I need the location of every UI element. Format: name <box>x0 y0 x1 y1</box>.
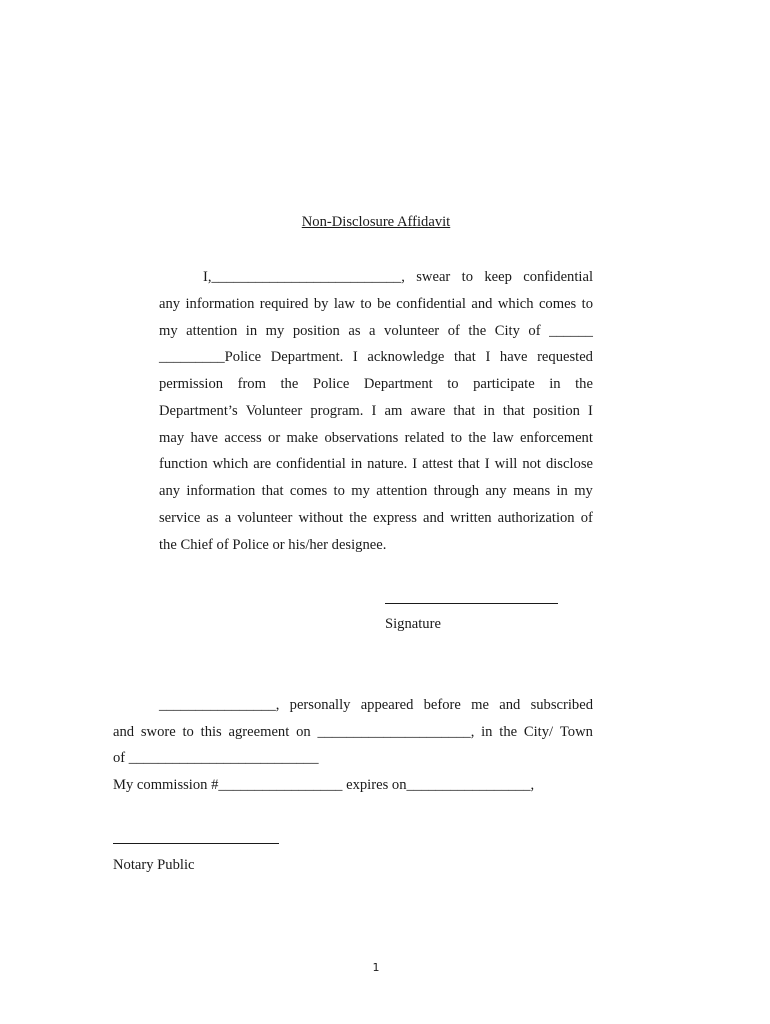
word: are <box>253 456 272 472</box>
word: in <box>549 376 561 392</box>
signature-label: Signature <box>385 616 441 632</box>
body-line-5 <box>159 375 593 393</box>
word: comes <box>538 296 577 312</box>
word: Police <box>312 376 350 392</box>
word: the <box>499 724 518 740</box>
word: express <box>373 510 417 526</box>
word: requested <box>537 349 593 365</box>
word: related <box>404 430 445 446</box>
word: attention <box>376 483 428 499</box>
word: volunteer <box>384 323 440 339</box>
word: confidential <box>523 269 593 285</box>
word: ________________, <box>159 697 280 713</box>
notary-signature-line <box>113 843 279 844</box>
word: I <box>484 456 490 472</box>
word: City/ <box>523 724 554 740</box>
word: personally <box>289 697 351 713</box>
word: Department’s <box>159 403 238 419</box>
word: and <box>422 510 445 526</box>
word: through <box>433 483 480 499</box>
notary-of-line: of __________________________ <box>113 750 319 766</box>
word: to <box>360 296 372 312</box>
word: permission <box>159 376 224 392</box>
word: access <box>224 430 262 446</box>
word: service <box>159 510 201 526</box>
word: as <box>206 510 219 526</box>
word: am <box>384 403 403 419</box>
word: _____________________, <box>317 724 475 740</box>
word: to <box>182 724 194 740</box>
word: the <box>575 376 593 392</box>
word: in <box>556 483 568 499</box>
word: confidential <box>276 456 346 472</box>
word: my <box>265 323 285 339</box>
body-line-9 <box>159 482 593 500</box>
word: attention <box>186 323 238 339</box>
word: Department <box>363 376 433 392</box>
word: in <box>483 403 495 419</box>
word: Town <box>559 724 593 740</box>
word: of <box>447 323 460 339</box>
word: that <box>453 403 476 419</box>
word: that <box>261 483 284 499</box>
word: acknowledge <box>367 349 445 365</box>
word: observations <box>324 430 399 446</box>
word: to <box>450 430 463 446</box>
word: before <box>423 697 461 713</box>
body-line-1 <box>203 268 593 286</box>
word: Department. <box>270 349 344 365</box>
word: in <box>350 456 363 472</box>
word: law <box>333 296 355 312</box>
word: participate <box>473 376 535 392</box>
body-line-8 <box>159 455 593 473</box>
word: any <box>159 483 181 499</box>
word: position <box>532 403 580 419</box>
commission-line: My commission #_________________ expires on_________________, <box>113 777 535 793</box>
word: confidential <box>396 296 466 312</box>
page-number: 1 <box>372 961 380 974</box>
word: the <box>468 430 487 446</box>
document-title: Non-Disclosure Affidavit <box>301 214 451 230</box>
word: swore <box>140 724 176 740</box>
word: be <box>377 296 391 312</box>
body-line-7 <box>159 429 593 447</box>
word: that <box>453 349 476 365</box>
word: information <box>186 483 256 499</box>
word: volunteer <box>237 510 293 526</box>
word: the <box>280 376 299 392</box>
word: will <box>494 456 518 472</box>
word: a <box>224 510 232 526</box>
word: City <box>494 323 520 339</box>
word: my <box>159 323 178 339</box>
word: to <box>581 296 593 312</box>
word: to <box>333 483 345 499</box>
word: function <box>159 456 208 472</box>
word: Volunteer <box>245 403 303 419</box>
word: any <box>159 296 181 312</box>
word: aware <box>410 403 446 419</box>
word: I <box>412 456 418 472</box>
notary-line-2 <box>113 723 593 741</box>
word: or <box>268 430 281 446</box>
word: law <box>492 430 514 446</box>
word: of <box>528 323 541 339</box>
word: this <box>200 724 222 740</box>
word: have <box>190 430 219 446</box>
word: make <box>286 430 319 446</box>
body-line-4 <box>159 348 593 366</box>
word: in <box>245 323 258 339</box>
word: which <box>212 456 249 472</box>
word: I <box>371 403 377 419</box>
word: my <box>351 483 370 499</box>
word: to <box>447 376 459 392</box>
word: any <box>485 483 507 499</box>
word: that <box>502 403 525 419</box>
word: information <box>185 296 255 312</box>
word: and <box>471 296 493 312</box>
word: written <box>450 510 492 526</box>
word: my <box>574 483 593 499</box>
word: have <box>499 349 528 365</box>
word: I <box>485 349 491 365</box>
word: authorization <box>497 510 575 526</box>
word: ______ <box>549 323 593 339</box>
word: agreement <box>228 724 290 740</box>
word: me <box>471 697 489 713</box>
word: and <box>499 697 521 713</box>
word: appeared <box>360 697 414 713</box>
word: to <box>461 269 474 285</box>
word: I <box>352 349 358 365</box>
word: the <box>468 323 487 339</box>
body-line-3 <box>159 322 593 340</box>
notary-public-label: Notary Public <box>113 857 195 873</box>
word: in <box>481 724 493 740</box>
body-line-2 <box>159 295 593 313</box>
word: by <box>313 296 329 312</box>
body-last-line: the Chief of Police or his/her designee. <box>159 537 387 553</box>
word: that <box>457 456 480 472</box>
body-line-10 <box>159 509 593 527</box>
word: comes <box>289 483 328 499</box>
word: not <box>522 456 541 472</box>
word: required <box>259 296 309 312</box>
word: nature. <box>367 456 408 472</box>
word: disclose <box>545 456 593 472</box>
word: I,__________________________, <box>203 269 405 285</box>
word: which <box>497 296 534 312</box>
word: may <box>159 430 185 446</box>
signature-line <box>385 603 558 604</box>
body-line-6 <box>159 402 593 420</box>
word: attest <box>422 456 453 472</box>
word: swear <box>416 269 451 285</box>
word: the <box>349 510 368 526</box>
word: position <box>292 323 340 339</box>
word: and <box>113 724 135 740</box>
word: subscribed <box>530 697 593 713</box>
word: without <box>298 510 344 526</box>
word: a <box>369 323 376 339</box>
word: on <box>296 724 311 740</box>
notary-line-1 <box>159 696 593 714</box>
word: from <box>237 376 266 392</box>
word: program. <box>310 403 364 419</box>
word: of <box>580 510 593 526</box>
word: means <box>512 483 551 499</box>
word: keep <box>484 269 512 285</box>
word: I <box>588 403 593 419</box>
word: _________Police <box>159 349 262 365</box>
word: enforcement <box>519 430 593 446</box>
word: as <box>348 323 361 339</box>
